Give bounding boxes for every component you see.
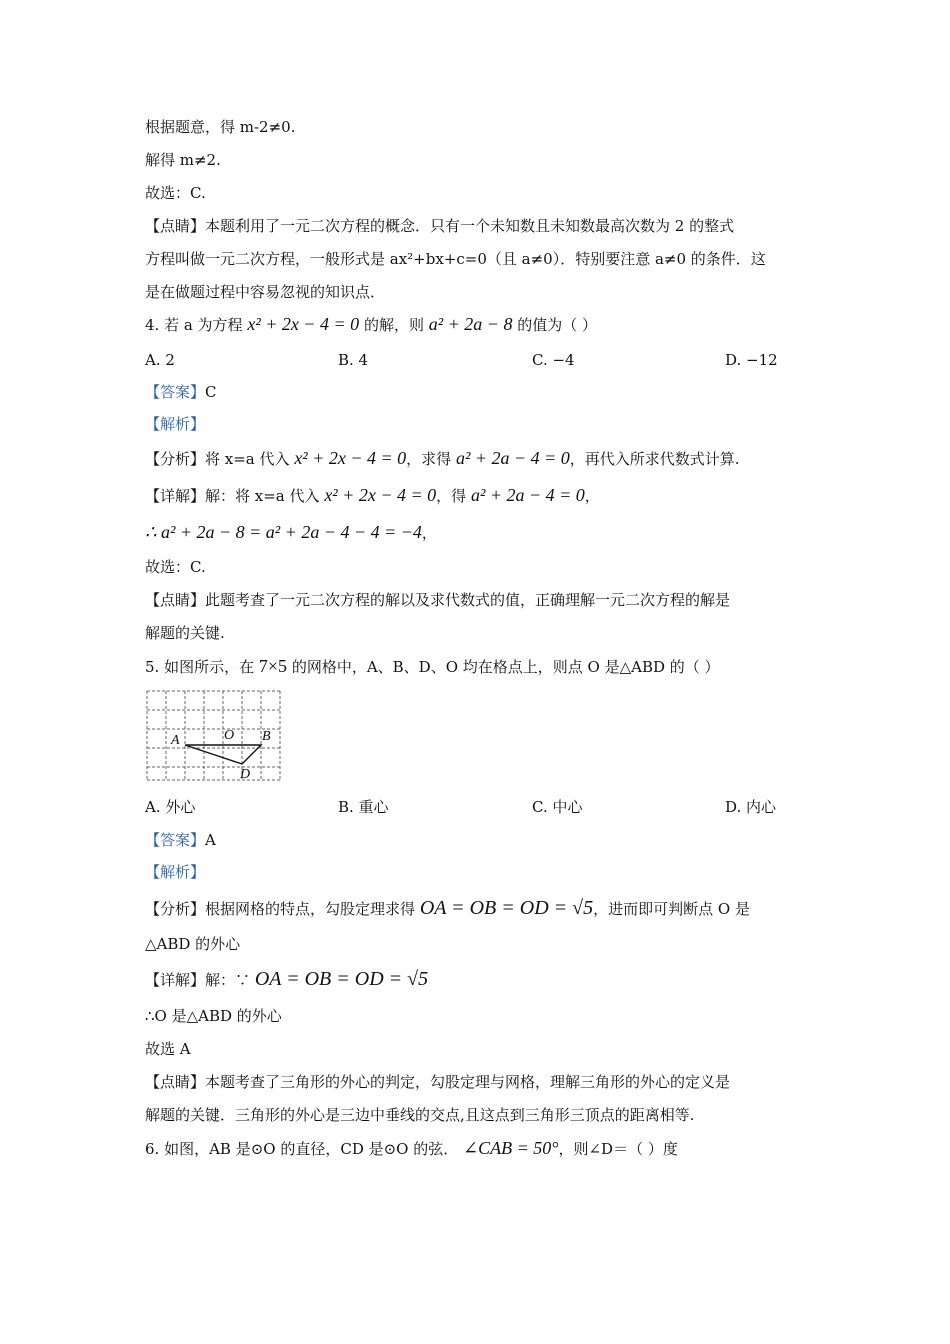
q5-option-a: A. 外心 [145, 798, 196, 816]
q4-therefore [145, 522, 437, 543]
text-line: 解题的关键. [145, 624, 225, 642]
label-a: A [171, 733, 180, 748]
q5-dianjing [145, 1072, 730, 1092]
q5-option-d: D. 内心 [725, 798, 777, 816]
text-line: 故选：C. [145, 184, 206, 202]
text: 的网格中，A、B、D、O 均在格点上，则点 O 是△ABD 的（ ） [291, 658, 720, 676]
answer-value: C [205, 383, 217, 401]
q4-option-a: A. 2 [145, 351, 175, 369]
math: x² + 2x − 4 = 0 [294, 448, 407, 468]
text: 本题考查了三角形的外心的判定，勾股定理与网格，理解三角形的外心的定义是 [205, 1073, 731, 1091]
q6-stem [145, 1138, 678, 1159]
math: ∴ a² + 2a − 8 = a² + 2a − 4 − 4 = −4 [145, 522, 422, 542]
analysis-tag: 【解析】 [145, 863, 206, 881]
q4-xiangjie [145, 485, 600, 506]
dianjing-tag: 【点睛】 [145, 217, 206, 235]
dianjing-tag: 【点睛】 [145, 591, 206, 609]
text-line: △ABD 的外心 [145, 935, 241, 953]
text: ，再代入所求代数式计算. [569, 450, 740, 468]
fenxi-tag: 【分析】 [145, 900, 206, 918]
math: OA = OB = OD = √5 [419, 897, 594, 919]
text: ， [584, 487, 600, 505]
q4-option-c: C. −4 [532, 351, 575, 369]
text: 此题考查了一元二次方程的解以及求代数式的值，正确理解一元二次方程的解是 [205, 591, 731, 609]
q4-stem [145, 314, 597, 335]
text-line: 是在做题过程中容易忽视的知识点． [145, 283, 386, 301]
grid-lines [147, 691, 280, 780]
label-b: B [262, 729, 271, 744]
q4-fenxi [145, 448, 740, 469]
text-line: 方程叫做一元二次方程，一般形式是 ax²+bx+c=0（且 a≠0）．特别要注意 a≠0 的条件．这 [145, 250, 766, 268]
q4-option-b: B. 4 [338, 351, 369, 369]
text: ，则∠D＝（ ）度 [558, 1140, 678, 1158]
text: ，得 [436, 487, 467, 505]
q5-xiangjie [145, 969, 428, 990]
answer-tag: 【答案】 [145, 831, 206, 849]
dianjing-line [145, 216, 734, 236]
q4-expression: a² + 2a − 8 [428, 314, 513, 334]
q4-stem-pre: 4. 若 a 为方程 [145, 316, 243, 334]
q5-answer [145, 830, 216, 850]
math: x² + 2x − 4 = 0 [324, 485, 437, 505]
text: 本题利用了一元二次方程的概念．只有一个未知数且未知数最高次数为 2 的整式 [205, 217, 735, 235]
q5-option-c: C. 中心 [532, 798, 583, 816]
text-line: 根据题意，得 m-2≠0. [145, 118, 296, 136]
xiangjie-tag: 【详解】 [145, 971, 206, 989]
text: 解：将 x=a 代入 [205, 487, 320, 505]
math: ∠CAB = 50° [463, 1138, 559, 1158]
answer-tag: 【答案】 [145, 383, 206, 401]
text: 6. 如图，AB 是⊙O 的直径，CD 是⊙O 的弦． [145, 1140, 459, 1158]
q4-stem-mid: 的解，则 [363, 316, 424, 334]
analysis-tag: 【解析】 [145, 415, 206, 433]
text-line: 故选：C. [145, 558, 206, 576]
math: a² + 2a − 4 = 0 [455, 448, 570, 468]
math: OA = OB = OD = √5 [254, 968, 429, 990]
text: 根据网格的特点，勾股定理求得 [205, 900, 416, 918]
q5-option-b: B. 重心 [338, 798, 389, 816]
xiangjie-tag: 【详解】 [145, 487, 206, 505]
text-line: 解题的关键．三角形的外心是三边中垂线的交点,且这点到三角形三顶点的距离相等. [145, 1106, 695, 1124]
math: 7×5 [258, 656, 288, 676]
text: 解：∵ [205, 971, 251, 989]
q5-fenxi [145, 898, 750, 919]
label-o: O [224, 728, 235, 743]
dianjing-tag: 【点睛】 [145, 1073, 206, 1091]
q5-analysis-tag [145, 862, 205, 882]
text-line: ∴O 是△ABD 的外心 [145, 1007, 282, 1025]
q5-stem [145, 656, 720, 677]
text: ， [421, 524, 437, 542]
text: ，求得 [406, 450, 452, 468]
text: ，进而即可判断点 O 是 [593, 900, 750, 918]
text-line: 故选 A [145, 1040, 191, 1058]
math: a² + 2a − 4 = 0 [470, 485, 585, 505]
q4-option-d: D. −12 [725, 351, 778, 369]
grid-figure [140, 684, 290, 788]
q4-answer [145, 382, 217, 402]
q4-stem-post: 的值为（ ） [517, 316, 598, 334]
text: 5. 如图所示，在 [145, 658, 255, 676]
text-line: 解得 m≠2. [145, 151, 221, 169]
q4-dianjing [145, 590, 730, 610]
fenxi-tag: 【分析】 [145, 450, 206, 468]
text: 将 x=a 代入 [205, 450, 290, 468]
q4-analysis-tag [145, 414, 205, 434]
q4-equation: x² + 2x − 4 = 0 [247, 314, 360, 334]
label-d: D [240, 767, 251, 782]
answer-value: A [205, 831, 216, 849]
